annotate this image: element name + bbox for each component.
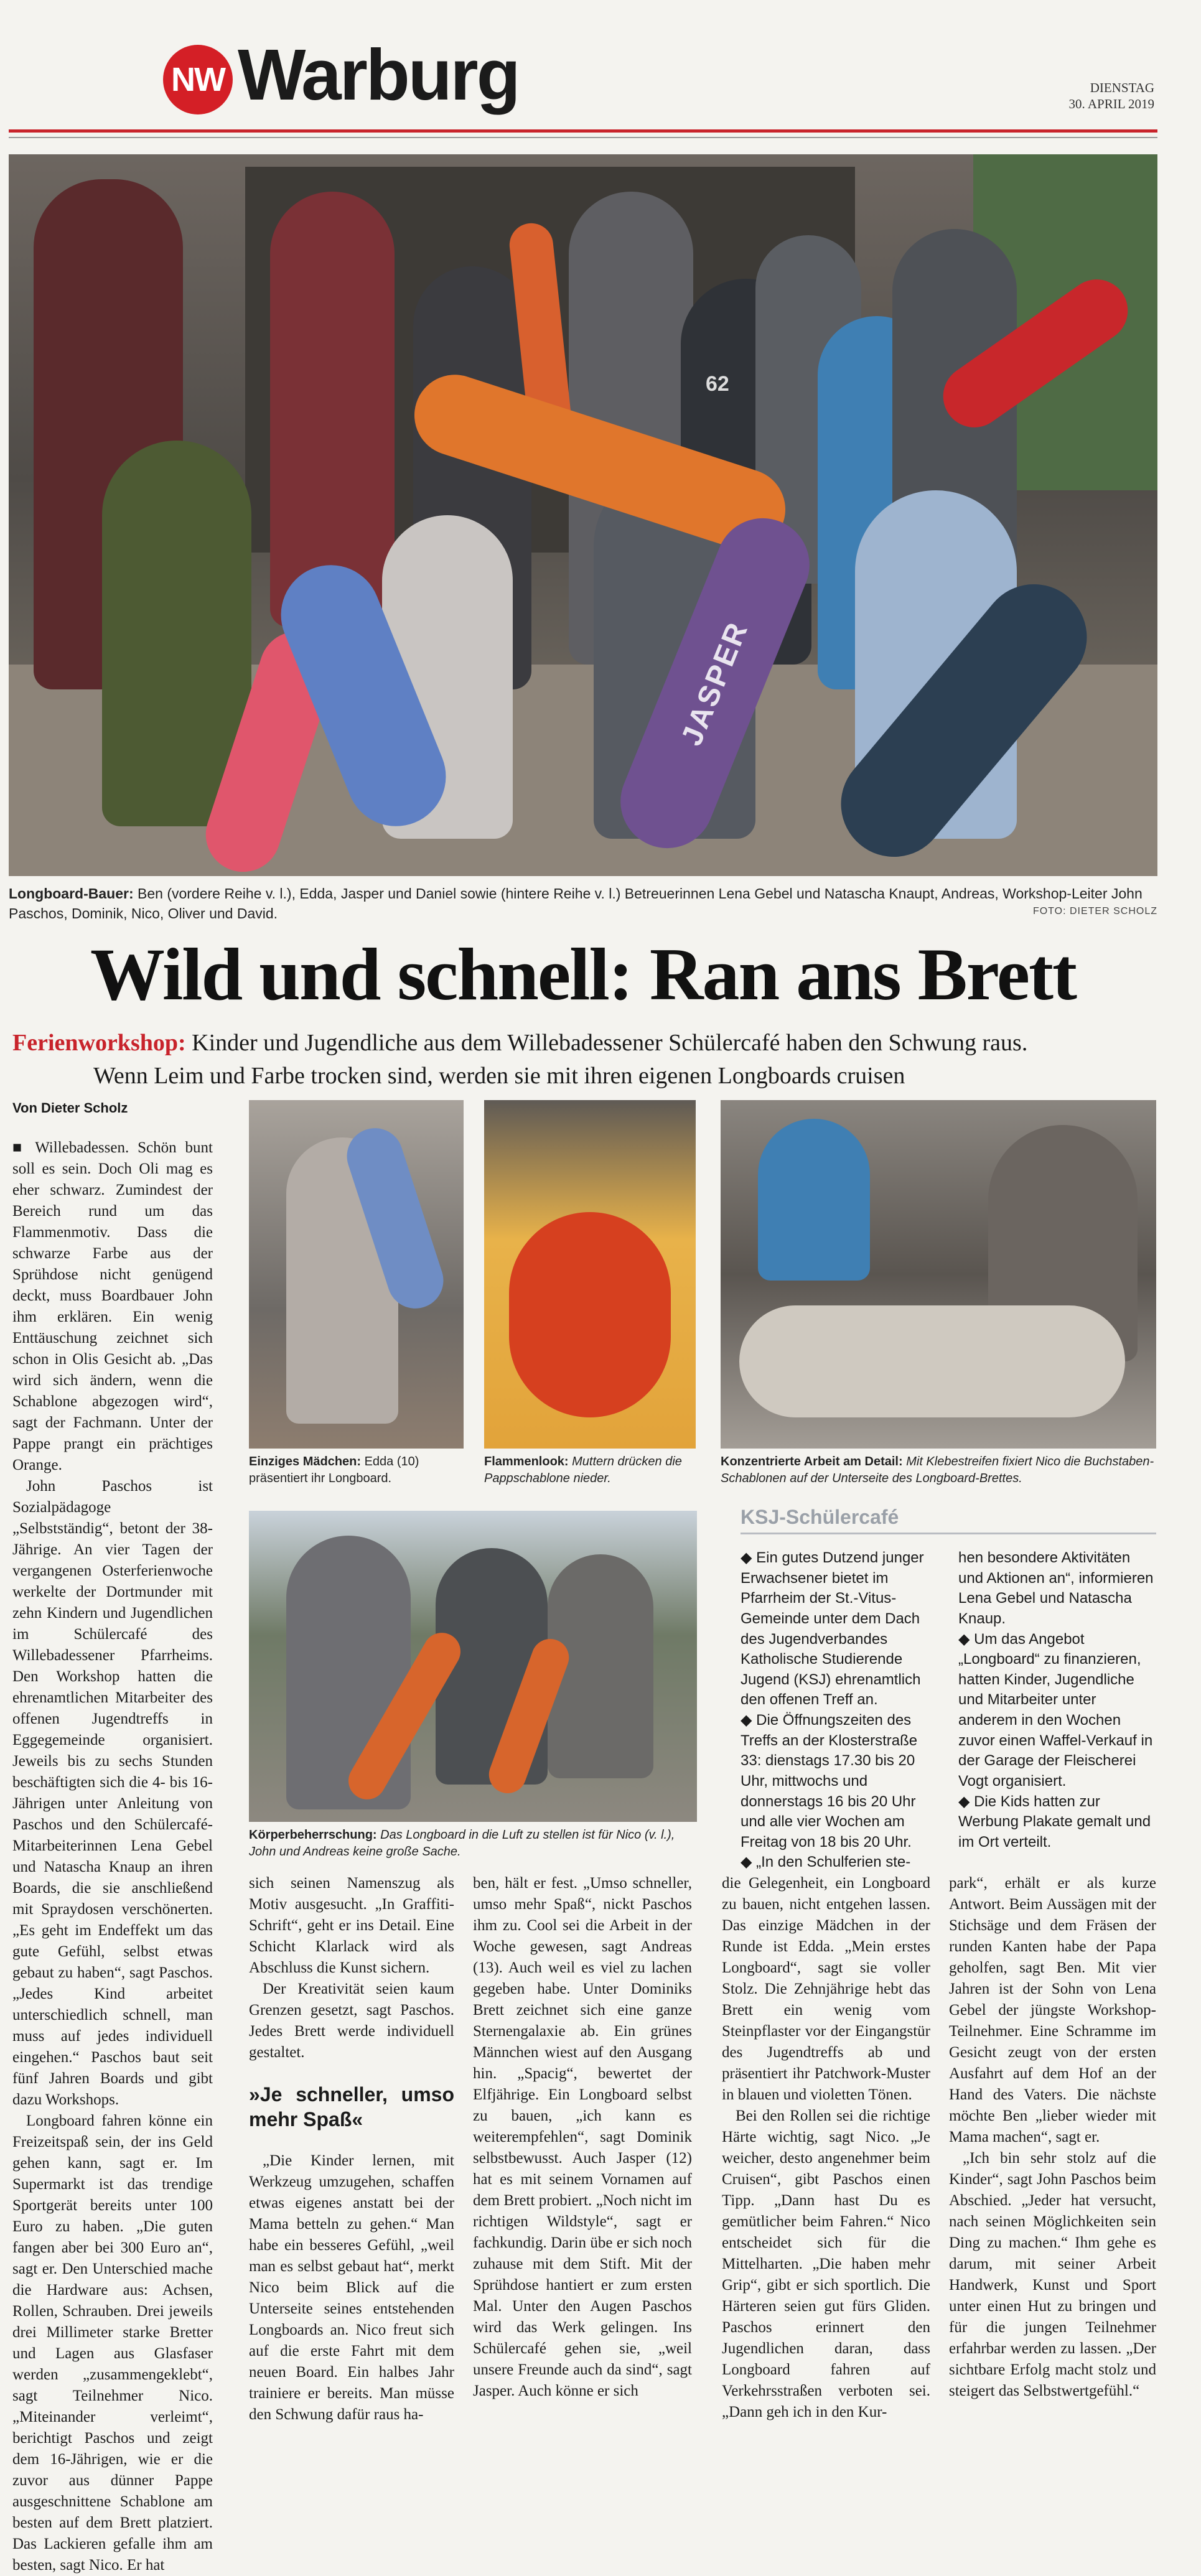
masthead-grey-rule [9, 137, 1157, 138]
info-item: ◆ Ein gutes Dutzend junger Erwachsener bietet im Pfarrheim der St.-Vitus-Gemeinde unter dem Dach des Jugendverbandes Katholische Studierende Jugend (KSJ) ehrenamtlich den offenen Treff an. [741, 1549, 924, 1709]
photo-caption-lead: Einziges Mädchen: [249, 1455, 362, 1468]
board-tag: JASPER [675, 616, 755, 750]
paragraph: sich seinen Namenszug als Motiv ausgesucht. „In Graffiti-Schrift“, geht er ins Detail. Eine Schicht Klarlack wird als Abschluss die Kunst sichern. [249, 1875, 454, 1976]
info-item: ◆ Die Öffnungszeiten des Treffs an der Klosterstraße 33: dienstags 17.30 bis 20 Uhr, mittwochs und donnerstags 16 bis 20 Uhr und alle vier Wochen am Freitag von 18 bis 20 Uhr. [741, 1712, 918, 1850]
photo-caption-flammenlook [484, 1454, 696, 1487]
byline: Von Dieter Scholz [12, 1100, 128, 1116]
info-item: ◆ Um das Angebot „Longboard“ zu finanzieren, hatten Kinder, Jugendliche und Mitarbeiter unter anderem in den Wochen zuvor einen Waffel-Verkauf in der Garage der Fleischerei Vogt organisiert. [958, 1630, 1153, 1790]
photo-edda [249, 1100, 464, 1449]
article-headline: Wild und schnell: Ran ans Brett [90, 933, 1076, 1015]
article-subhead [12, 1027, 1157, 1093]
caption-lead: Longboard-Bauer: [9, 885, 134, 902]
info-box-title: KSJ-Schülercafé [741, 1506, 1156, 1534]
article-column-3 [473, 1873, 692, 2402]
subhead-line-1: Kinder und Jugendliche aus dem Willebadessener Schülercafé haben den Schwung raus. [192, 1030, 1028, 1056]
photo-flammenlook [484, 1100, 696, 1449]
person-silhouette [270, 192, 395, 627]
photo-caption-edda [249, 1454, 464, 1487]
main-photo-caption [9, 884, 1157, 923]
photo-caption-lead: Körperbeherrschung: [249, 1828, 377, 1842]
issue-weekday: DIENSTAG [1090, 80, 1154, 95]
paragraph: die Gelegenheit, ein Longboard zu bauen, nicht entgehen lassen. Das einzige Mädchen in der Runde ist Edda. „Mein erstes Longboard“, sagt sie voller Stolz. Die Zehnjährige hebt das Brett ein wenig vom Steinpflaster vor der Eingangstür des Jugendtreffs ab und präsentiert ihr Patchwork-Muster in blauen und violetten Tönen. [722, 1875, 930, 2103]
pull-quote: »Je schneller, umso mehr Spaß« [249, 2083, 454, 2130]
paragraph: park“, erhält er als kurze Antwort. Beim Aussägen mit der Stichsäge und dem Fräsen der runden Kanten habe der Papa geholfen, sagt Ben. Mit vier Jahren ist der Sohn von Lena Gebel der jüngste Workshop-Teilnehmer. Eine Schramme im Gesicht zeugt von der ersten Ausfahrt auf dem Hof an der Hand des Vaters. Die nächste möchte Ben „lieber wieder mit Mama machen“, sagt er. [949, 1875, 1156, 2145]
photo-caption-detail [721, 1454, 1156, 1487]
issue-date [1021, 80, 1154, 113]
article-column-2 [249, 1873, 454, 2425]
photo-caption-lead: Flammenlook: [484, 1455, 569, 1468]
photo-caption-text: Edda (10) präsentiert ihr Longboard. [249, 1455, 419, 1485]
photo-caption-text: Mit Klebestreifen fixiert Nico die Buchstaben-Schablonen auf der Unterseite des Longboard-Brettes. [721, 1455, 1154, 1485]
person-silhouette [758, 1119, 870, 1281]
longboard [739, 1305, 1125, 1417]
photo-detail-work [721, 1100, 1156, 1449]
paragraph: Longboard fahren könne ein Freizeitspaß sein, der ins Geld gehen kann, sagt er. Im Supermarkt ist das trendige Sportgerät bereits unter 100 Euro zu haben. „Die guten fangen aber bei 300 Euro an“, sagt er. Den Unterschied mache die Hardware aus: Achsen, Rollen, Schrauben. Drei jeweils drei Millimeter starke Bretter und Lagen aus Glasfaser werden „zusammengeklebt“, sagt Teilnehmer Nico. „Miteinander verleimt“, berichtigt Paschos und zeigt dem 16-Jährigen, wie er die zuvor aus dünner Pappe ausgeschnittene Schablone am besten auf dem Brett platziert. Das Lackieren gefalle ihm am besten, sagt Nico. Er hat [12, 2112, 213, 2574]
jersey-number: 62 [706, 372, 729, 396]
subhead-kicker: Ferienworkshop: [12, 1030, 186, 1056]
info-box-column-2 [958, 1548, 1156, 1852]
issue-date-full: 30. APRIL 2019 [1068, 96, 1154, 112]
article-column-5 [949, 1873, 1156, 2402]
nw-logo-badge: NW [163, 45, 233, 114]
info-item: hen besondere Aktivitäten und Aktionen an“, informieren Lena Gebel und Natascha Knaup. [958, 1549, 1154, 1627]
info-box-column-1 [741, 1548, 938, 1873]
paragraph: Bei den Rollen sei die richtige Härte wichtig, sagt Nico. „Je weicher, desto angenehmer beim Cruisen“, gibt Paschos einen Tipp. „Dann hast Du es gemütlicher beim Fahren.“ Nico entscheidet sich für die Mittelharten. „Die haben mehr Grip“, gibt er sich sportlich. Die Härteren seien gut fürs Gliden. Paschos erinnert den Jugendlichen daran, dass Longboard fahren auf Verkehrsstraßen verboten sei. „Dann geh ich in den Kur- [722, 2107, 930, 2420]
masthead-title: Warburg [238, 34, 519, 115]
paragraph: John Paschos ist Sozialpädagoge „Selbstständig“, betont der 38-Jährige. An vier Tagen der vergangenen Osterferienwoche werkelte der Dortmunder mit zehn Kindern und Jugendlichen im Schülercafé des Willebadessener Pfarrheims. Den Workshop hatten die ehrenamtlichen Mitarbeiter des offenen Jugendtreffs in Eggegemeinde organisiert. Jeweils bis zu sechs Stunden beschäftigten sich die 4- bis 16-Jährigen unter Anleitung von Paschos und den Schülercafé-Mitarbeiterinnen Lena Gebel und Natascha Knaup an ihren Boards, die sie anschließend mit Spraydosen verschönerten. „Es geht im Endeffekt um das gute Gefühl, selbst etwas gebaut zu haben“, sagt Paschos. „Jedes Kind arbeitet unterschiedlich schnell, man muss auf jedes individuell eingehen.“ Paschos baut seit fünf Jahren Boards und gibt dazu Workshops. [12, 1478, 213, 2108]
photo-caption-lead: Konzentrierte Arbeit am Detail: [721, 1455, 903, 1468]
subhead-line-2: Wenn Leim und Farbe trocken sind, werden sie mit ihren eigenen Longboards cruisen [93, 1063, 905, 1090]
article-column-4 [722, 1873, 930, 2423]
paragraph: Der Kreativität seien kaum Grenzen gesetzt, sagt Paschos. Jedes Brett werde individuell gestaltet. [249, 1981, 454, 2061]
info-item: ◆ „In den Schulferien ste- [741, 1854, 911, 1871]
photo-caption-koerperbeherrschung [249, 1827, 697, 1860]
photo-caption-text: Das Longboard in die Luft zu stellen ist für Nico (v. l.), John und Andreas keine große Sache. [249, 1828, 675, 1859]
info-box-title-wrap [741, 1506, 1156, 1534]
main-group-photo [9, 154, 1157, 876]
flame-stencil [509, 1212, 671, 1417]
photo-caption-text: Muttern drücken die Pappschablone nieder. [484, 1455, 682, 1485]
paragraph: ■ Willebadessen. Schön bunt soll es sein. Doch Oli mag es eher schwarz. Zumindest der Bereich rund um das Flammenmotiv. Dass die schwarze Farbe aus der Sprühdose nicht genügend deckt, muss Boardbauer John ihm erklären. Ein wenig Enttäuschung zeichnet sich schon in Olis Gesicht ab. „Das wird sich ändern, wenn die Schablone abgezogen wird“, sagt der Fachmann. Unter der Pappe prangt ein prächtiges Orange. [12, 1139, 213, 1473]
paragraph: „Die Kinder lernen, mit Werkzeug umzugehen, schaffen etwas eigenes anstatt bei der Mama betteln zu gehen.“ Man habe ein besseres Gefühl, „weil man es selbst gebaut hat“, merkt Nico beim Blick auf die Unterseite seines entstehenden Longboards an. Nico freut sich auf die erste Fahrt mit dem neuen Board. Ein halbes Jahr trainiere er bereits. Man müsse den Schwung dafür raus ha- [249, 2152, 454, 2423]
photo-koerperbeherrschung [249, 1511, 697, 1822]
photo-credit: FOTO: DIETER SCHOLZ [1032, 906, 1157, 917]
article-column-1 [12, 1137, 213, 2576]
caption-text: Ben (vordere Reihe v. l.), Edda, Jasper und Daniel sowie (hintere Reihe v. l.) Betreuerinnen Lena Gebel und Natascha Knaupt, Andreas, Workshop-Leiter John Paschos, Dominik, Nico, Oliver und David. [9, 885, 1143, 922]
masthead-red-rule [9, 129, 1157, 133]
info-item: ◆ Die Kids hatten zur Werbung Plakate gemalt und im Ort verteilt. [958, 1793, 1151, 1850]
paragraph: „Ich bin sehr stolz auf die Kinder“, sagt John Paschos beim Abschied. „Jeder hat versucht, nach seinen Möglichkeiten sein Ding zu machen.“ Ihm gehe es darum, mit seiner Arbeit Handwerk, Kunst und Sport unter einen Hut zu bringen und für die jungen Teilnehmer erfahrbar werden zu lassen. „Der sichtbare Erfolg macht stolz und steigert das Selbstwertgefühl.“ [949, 2150, 1156, 2399]
paragraph: ben, hält er fest. „Umso schneller, umso mehr Spaß“, nickt Paschos ihm zu. Cool sei die Arbeit in der Woche gewesen, sagt Andreas (13). Auch weil es viel zu lachen gegeben habe. Unter Dominiks Brett zeichnet sich eine ganze Sternengalaxie ab. Ein grünes Männchen wiest auf den Ausgang hin. „Spacig“, bewertet der Elfjährige. Ein Longboard selbst zu bauen, „ich kann es weiterempfehlen“, sagt Dominik selbstbewusst. Auch Jasper (12) hat es mit seinem Vornamen auf dem Brett probiert. „Noch nicht im richtigen Wildstyle“, sagt er fachkundig. Darin übe er sich noch zuhause mit dem Stift. Mit der Sprühdose hantiert er zum ersten Mal. Unter den Augen Paschos wird das Werk gelingen. Ins Schülercafé gehen sie, „weil unsere Freunde auch da sind“, sagt Jasper. Auch könne er sich [473, 1875, 692, 2399]
